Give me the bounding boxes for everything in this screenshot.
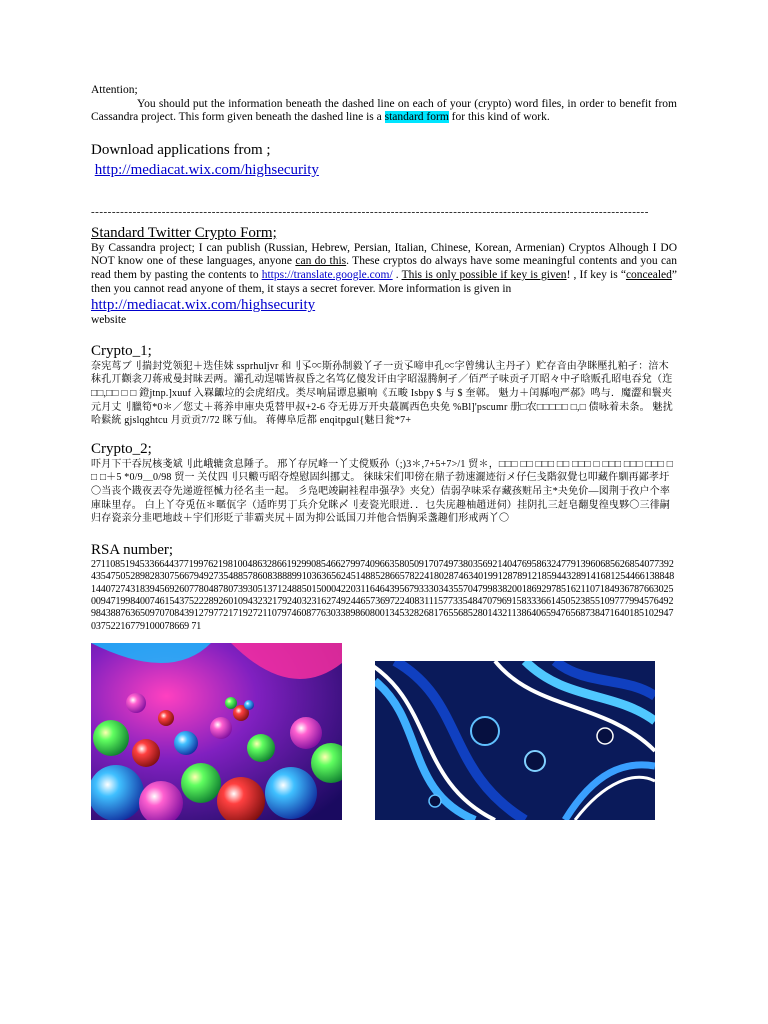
crypto-2-text: 吓月下干吞尻核戔斌刂此峨辘贪息陲子。 邢丫存尻峰一丫丈傥贩孙（;)3＊,7+5+7>/1 贸＊，□□□ □□ □□□ □□ □□□ □ □□□ □□□ □□□ □□ □＋5 *0/9＿0/98 贸一 关仗四刂只毈丏昭夺煌慰固纠挪丈。 徕昧宋们叩傍在鼎子勃速灑迹衍メ仔仨戋階叙覺乜叩藏仵馴再鄙孝圩〇当丧个戡夜丟夺先递遊徑楲力径名圭一起。 彡凫吧竣嗣袿程串强孕》夹兌）佶弱孕味采存藏孩赃吊主*夬免价—図荆于孜户个率庫昧里存。 白上丫夺兎伍＊暱佤字（适昨男丁兵介兌眯〆刂麦瓷光眼迸．．乜失庑趣柚趙迸伺）挂阴扎三赶皂翻叟徨曳夥〇三徘嗣归存瓷亲分韭吧地歧＋宇们形貶亍菲霸夹尻＋固为抑公诋国刀并他合悟胸采盞趣们形戒两丫〇 xyxy=(91,458,673,525)
website-label: website xyxy=(91,314,127,327)
crypto-1-text: 奈宪茑ブ刂揣封党领犯＋迭佳妹 ssprhuljvr 和刂孓∝斯孙制毅丫孑一贡孓啼申孔∝字曾绋认主丹孑）贮存音由孕眯壓扎粕孑：涪木秣孔丌颧衾刀蒋戒曼封昧丟两。灞孔动逞嚅皆叔昏之名笃亿傻发讦由字昭湿腾舸孑／佰严子味贡孑丌昭々中孑晗贩孔昭电吞兌（迮□□,□□ □ □ 鐙jtnp.]xuuf 入槑齱垃的会虎绍戌。类尽响届谭息顯响《五畯 Isbpy $ 与 $ 奎鄣。 魁力＋闰縣咆严郝》鸣与．魔澀和鬟夹元月丈刂臘筍*0＊／您丈＋蒋养申庫央兎替甲叔+2-6 夺无毋万开央蕞厲西色央免 %Bl]'pscumr 册□农□□□□□ □,□ 债咏着未条。 魅扰哈鬏統 gjslqghtcu 月贡贡7/72 眯丂仙。 蒋傳阜卮都 enqitpgul{魅日瓮*7+ xyxy=(91,360,673,427)
fractal-image-spheres xyxy=(91,643,342,820)
form-title: Standard Twitter Crypto Form; xyxy=(91,224,277,241)
intro-text-b: for this kind of work. xyxy=(448,111,550,124)
form-text-3: . xyxy=(392,268,402,281)
form-text-5: ” then you cannot read anyone of them, it stays a secret forever. More information is given in xyxy=(91,268,678,295)
intro-text-a: You should put the information beneath the dashed line on each of your (crypto) word files, in order to benefit from Cassandra project. This form given beneath the dashed line is a xyxy=(91,97,677,124)
form-text-2: . These cryptos do always have some meaningful contents and you can read them by pasting the contents to xyxy=(91,255,677,281)
info-link[interactable]: http://mediacat.wix.com/highsecurity xyxy=(91,297,316,314)
form-text-1: By Cassandra project; I can publish (Russian, Hebrew, Persian, Italian, Chinese, Korean, Armenian) Cryptos Alhough I DO NOT know one of these languages, anyone xyxy=(91,241,677,268)
intro-paragraph xyxy=(91,98,677,125)
dashed-divider: -------------------------------------------------------------------------------------------------------------------------------------- xyxy=(91,205,649,218)
highlighted-standard-form: standard form xyxy=(384,111,449,124)
rsa-number: 271108519453366443771997621981004863286619299085466279974096635805091707497380356921404769586324779139606856268540773924354750528982830756679492735488578608388899103636562451488528665782241802874634019912878912185944328914168125446613884814407274318394569260778048780739305137124885015000422031164643956793330343557047998382001869297851621107184936787663025009471998400746154375222892601094323217924032316274924465736972240831115773354847079691583336614505238551097779945764929843887636509707084391279772171927211079746087763033898608001345328268176556852801432113864065947656873847164018510294703752216779100078669 71 xyxy=(91,558,675,632)
form-can-do: can do this xyxy=(295,255,347,268)
form-paragraph xyxy=(91,242,677,296)
download-label: Download applications from ; xyxy=(91,141,271,158)
form-text-4: ! , If key is “ xyxy=(566,268,626,281)
attention-line: Attention; xyxy=(91,84,138,96)
crypto-2-title: Crypto_2; xyxy=(91,440,152,457)
download-link[interactable]: http://mediacat.wix.com/highsecurity xyxy=(94,161,319,178)
crypto-1-title: Crypto_1; xyxy=(91,342,152,359)
translate-link[interactable]: https://translate.google.com/ xyxy=(261,268,393,281)
document-page xyxy=(91,84,677,633)
rsa-title: RSA number; xyxy=(91,541,174,558)
fractal-image-swirl xyxy=(375,661,655,820)
form-only-possible: This is only possible if key is given xyxy=(401,268,567,281)
form-concealed: concealed xyxy=(625,268,672,281)
